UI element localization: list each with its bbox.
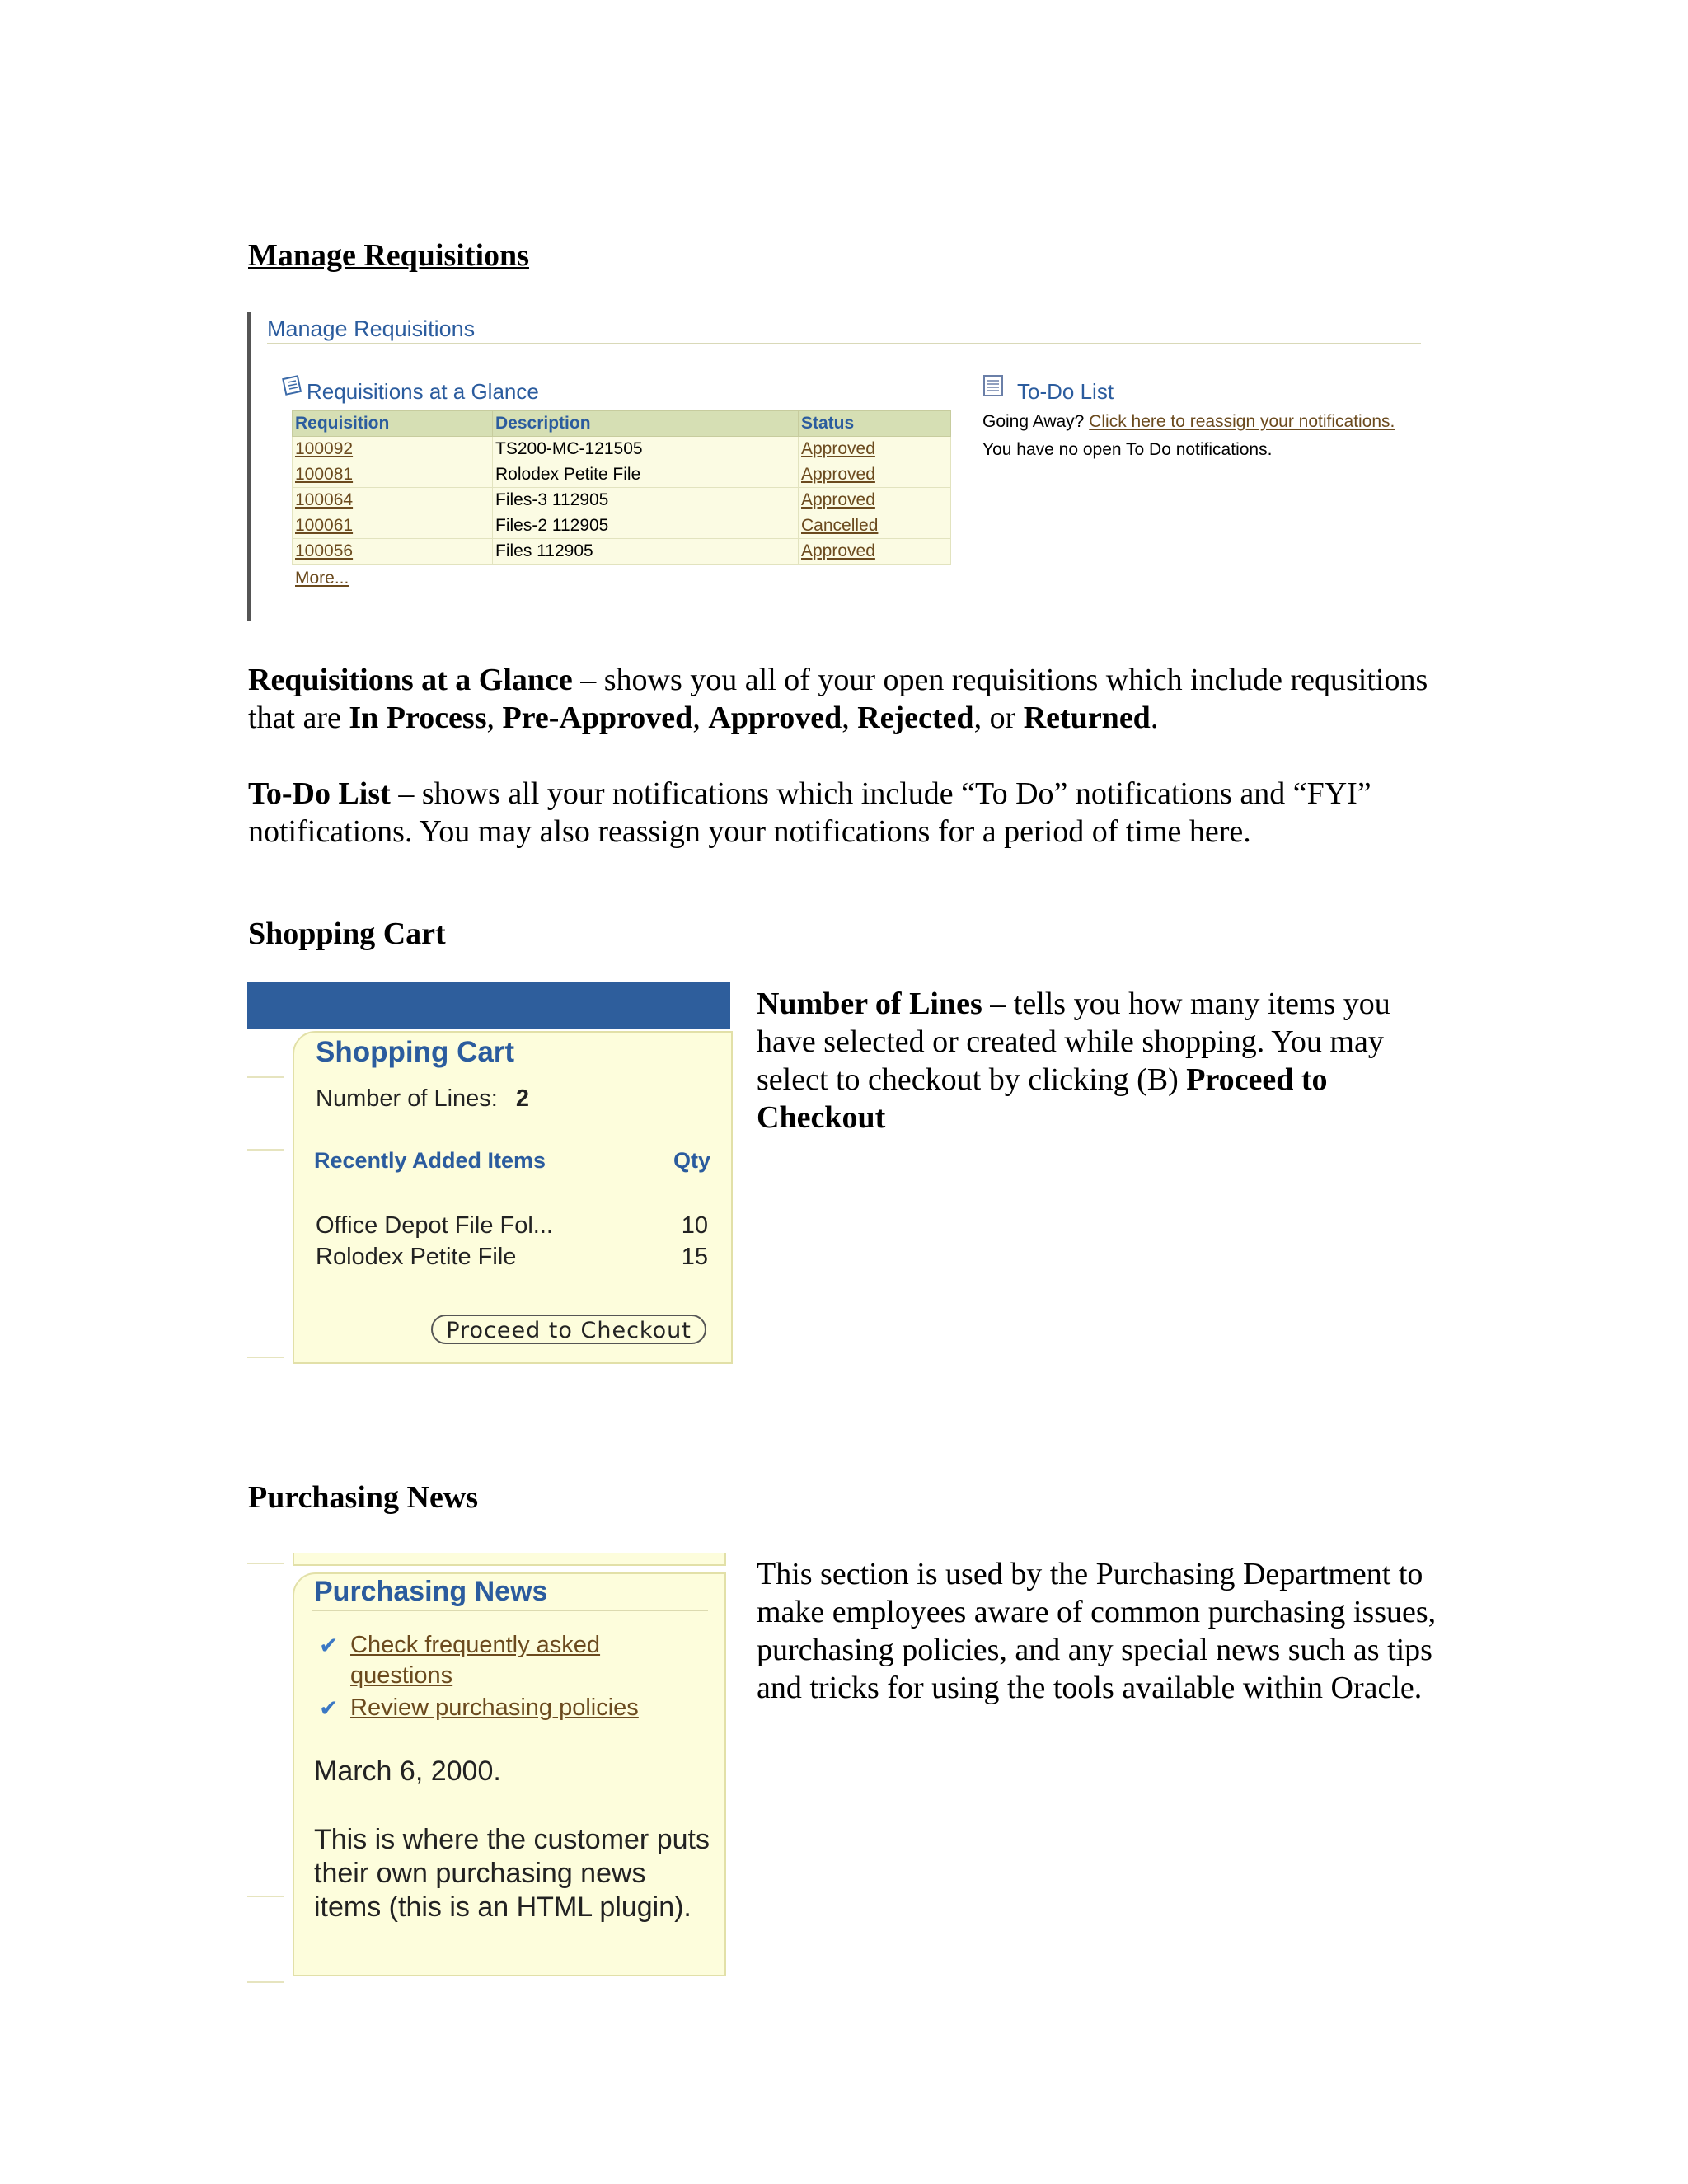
purchasing-policies-link[interactable]: Review purchasing policies — [350, 1694, 639, 1721]
cart-item-name: Rolodex Petite File — [316, 1244, 517, 1270]
purchasing-news-title: Purchasing News — [314, 1576, 548, 1607]
number-of-lines-label: Number of Lines: — [316, 1085, 498, 1112]
status-term: Pre-Approved — [502, 701, 693, 735]
description-text: – shows you all of your open requisitions which include requsitions that are — [248, 663, 1428, 735]
requisition-description: Files-3 112905 — [493, 488, 799, 513]
requisition-number-link[interactable]: 100061 — [295, 516, 354, 535]
news-body: This is where the customer puts their own purchasing news items (this is an HTML plugin). — [314, 1824, 710, 1923]
separator: , — [842, 701, 858, 735]
purchasing-news-panel — [293, 1572, 726, 1976]
cart-item-qty: 10 — [681, 1212, 708, 1239]
going-away-line — [982, 412, 1395, 432]
requisition-status-link[interactable]: Approved — [801, 490, 875, 509]
divider — [247, 1149, 284, 1151]
list-document-icon — [982, 374, 1004, 397]
number-of-lines — [316, 1085, 529, 1113]
column-header-status[interactable]: Status — [799, 411, 951, 437]
no-notifications-text: You have no open To Do notifications. — [982, 440, 1273, 459]
separator: , — [486, 701, 503, 735]
divider — [312, 1610, 708, 1611]
requisition-description: Files 112905 — [493, 539, 799, 565]
status-term: Approved — [708, 701, 842, 735]
requisition-number-link[interactable]: 100081 — [295, 465, 354, 484]
status-term: Returned — [1023, 701, 1151, 735]
purchasing-news-description: This section is used by the Purchasing Department to make employees aware of common purchasing issues, purchasing policies, and any special news such as tips and tricks for using the tools available within Oracle. — [757, 1557, 1437, 1705]
term-number-of-lines: Number of Lines — [757, 987, 982, 1021]
description-text: – shows all your notifications which include “To Do” notifications and “FYI” notifications. You may also reassign your notifications for a period of time here. — [248, 776, 1372, 849]
manage-requisitions-title: Manage Requisitions — [267, 316, 476, 341]
requisitions-at-a-glance-description — [248, 661, 1435, 737]
number-of-lines-value: 2 — [515, 1085, 529, 1112]
status-term: In Process — [349, 701, 487, 735]
status-term: Rejected — [857, 701, 974, 735]
requisition-status-link[interactable]: Approved — [801, 465, 875, 484]
shopping-cart-title: Shopping Cart — [316, 1036, 515, 1068]
divider — [247, 1357, 284, 1358]
manage-requisitions-screenshot — [247, 312, 1431, 621]
todo-list-title: To-Do List — [1017, 379, 1114, 404]
news-date: March 6, 2000. — [314, 1755, 501, 1787]
checkmark-icon: ✔ — [319, 1695, 339, 1721]
reassign-notifications-link[interactable]: Click here to reassign your notifications. — [1089, 412, 1395, 431]
section-heading-purchasing-news: Purchasing News — [248, 1480, 479, 1515]
table-row — [293, 539, 951, 565]
panel-strip — [293, 1553, 726, 1566]
column-header-description[interactable]: Description — [493, 411, 799, 437]
cart-item-name: Office Depot File Fol... — [316, 1212, 553, 1239]
divider — [247, 1563, 284, 1564]
column-header-requisition[interactable]: Requisition — [293, 411, 493, 437]
term-todo-list: To-Do List — [248, 776, 391, 811]
requisitions-at-a-glance-title: Requisitions at a Glance — [307, 379, 539, 404]
requisition-description: Rolodex Petite File — [493, 462, 799, 488]
recently-added-items-label: Recently Added Items — [314, 1148, 546, 1173]
qty-column-label: Qty — [673, 1148, 711, 1173]
cart-item-qty: 15 — [681, 1244, 708, 1270]
number-of-lines-description — [757, 985, 1441, 1137]
section-heading-shopping-cart: Shopping Cart — [248, 916, 446, 951]
requisition-description: Files-2 112905 — [493, 513, 799, 539]
requisition-status-link[interactable]: Approved — [801, 541, 875, 560]
requisition-pad-icon — [282, 374, 303, 396]
separator: , — [692, 701, 709, 735]
divider — [247, 1981, 284, 1983]
section-heading-manage-requisitions: Manage Requisitions — [248, 238, 529, 273]
requisition-number-link[interactable]: 100056 — [295, 541, 354, 560]
more-requisitions-link[interactable]: More... — [295, 569, 349, 588]
requisition-number-link[interactable]: 100064 — [295, 490, 354, 509]
divider — [247, 1076, 284, 1078]
shopping-cart-header-bar — [247, 982, 730, 1029]
separator: , or — [973, 701, 1024, 735]
shopping-cart-panel — [293, 1031, 733, 1364]
table-row — [293, 513, 951, 539]
divider — [247, 1896, 284, 1897]
term-requisitions-at-a-glance: Requisitions at a Glance — [248, 663, 573, 697]
table-row — [293, 488, 951, 513]
going-away-label: Going Away? — [982, 412, 1085, 431]
divider — [267, 343, 1421, 344]
table-row — [293, 437, 951, 462]
requisitions-table — [292, 410, 951, 565]
checkmark-icon: ✔ — [319, 1633, 339, 1658]
requisition-status-link[interactable]: Cancelled — [801, 516, 879, 535]
table-row — [293, 462, 951, 488]
term-proceed-to-checkout: Proceed to Checkout — [757, 1062, 1328, 1135]
description-text: – tells you how many items you have selected or created while shopping. You may select to checkout by clicking (B) — [757, 987, 1390, 1097]
table-header-row — [293, 411, 951, 437]
todo-list-description — [248, 775, 1435, 851]
separator: . — [1150, 701, 1159, 735]
proceed-to-checkout-button[interactable]: Proceed to Checkout — [431, 1315, 706, 1344]
requisition-status-link[interactable]: Approved — [801, 439, 875, 458]
requisition-number-link[interactable]: 100092 — [295, 439, 354, 458]
requisition-description: TS200-MC-121505 — [493, 437, 799, 462]
faq-link[interactable]: Check frequently asked questions — [350, 1632, 601, 1689]
